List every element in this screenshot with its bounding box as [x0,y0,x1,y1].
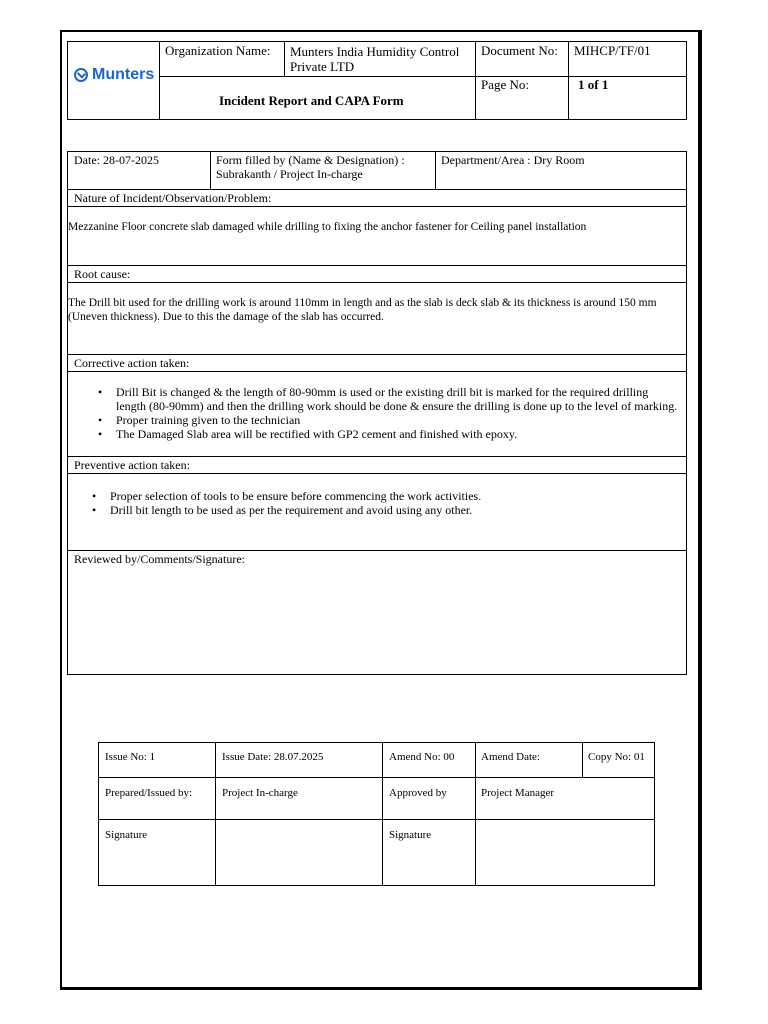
list-item: • Drill bit length to be used as per the requirement and avoid using any other. [90,503,680,517]
form-title: Incident Report and CAPA Form [219,93,404,108]
filled-by-label: Form filled by (Name & Designation) : [216,153,405,167]
filled-by-value: Subrakanth / Project In-charge [216,167,363,181]
doc-no-label: Document No: [481,43,558,58]
munters-logo [74,66,154,84]
footer-table [98,742,655,886]
list-item: • Proper selection of tools to be ensure before commencing the work activities. [90,489,680,503]
approved-label: Approved by [389,787,447,799]
org-label: Organization Name: [165,43,271,58]
preventive-label: Preventive action taken: [74,458,190,472]
list-item: • Proper training given to the technician [96,413,680,427]
list-item: • The Damaged Slab area will be rectified with GP2 cement and finished with epoxy. [96,427,680,441]
department-field: Department/Area : Dry Room [441,153,585,167]
issue-no: Issue No: 1 [105,751,156,763]
list-item: • Drill Bit is changed & the length of 80-90mm is used or the existing drill bit is marked for the required drilling length (80-90mm) and then the drilling work should be done & ensure the drilling is done up to the level of marking. [96,385,680,413]
date-field: Date: 28-07-2025 [74,153,159,167]
approved-value: Project Manager [481,787,554,799]
signature-right: Signature [389,829,432,841]
corrective-list [96,385,680,441]
org-value: Munters India Humidity Control Private LTD [290,44,460,74]
munters-check-icon [74,68,88,82]
issue-date: Issue Date: 28.07.2025 [222,751,324,763]
reviewed-label: Reviewed by/Comments/Signature: [74,552,245,566]
corrective-label: Corrective action taken: [74,356,190,370]
root-cause-text: The Drill bit used for the drilling work is around 110mm in length and as the slab is deck slab & its thickness is around 150 mm (Uneven thickness). Due to this the damage of the slab has occurred. [68,297,657,323]
amend-date: Amend Date: [481,751,540,763]
amend-no: Amend No: 00 [389,751,455,763]
prepared-value: Project In-charge [222,787,298,799]
prepared-label: Prepared/Issued by: [105,787,193,799]
root-cause-label: Root cause: [74,267,131,281]
page-no-value: 1 of 1 [578,77,609,92]
signature-left: Signature [105,829,148,841]
nature-text: Mezzanine Floor concrete slab damaged while drilling to fixing the anchor fastener for Ceiling panel installation [68,221,587,233]
copy-no: Copy No: 01 [588,751,645,763]
preventive-list [90,489,680,517]
brand-name: Munters [92,66,155,83]
doc-no-value: MIHCP/TF/01 [574,43,651,58]
nature-label: Nature of Incident/Observation/Problem: [74,191,272,205]
page-no-label: Page No: [481,77,530,92]
